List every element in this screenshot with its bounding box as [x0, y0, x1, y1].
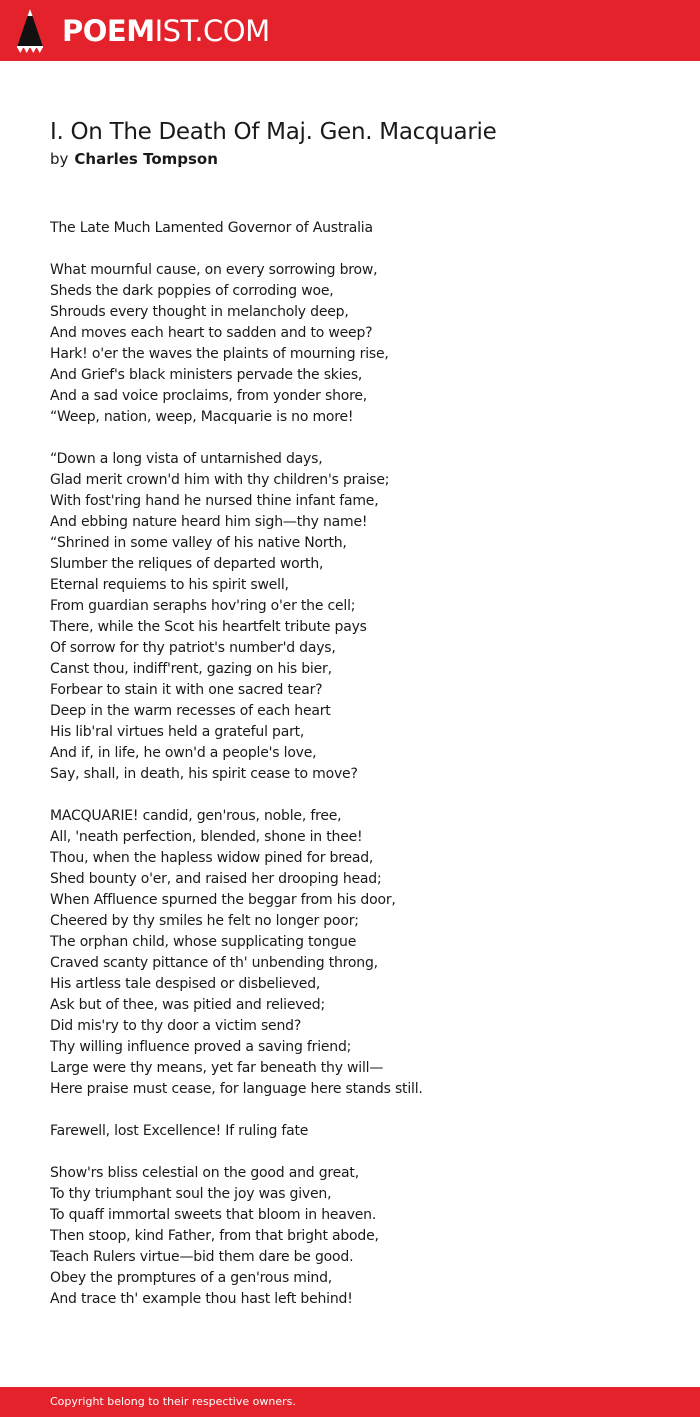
stanza-break [50, 428, 660, 449]
poem-line: Sheds the dark poppies of corroding woe, [50, 283, 334, 299]
poem-line: From guardian seraphs hov'ring o'er the cell; [50, 598, 356, 614]
poem-line: When Affluence spurned the beggar from his door, [50, 892, 396, 908]
poem-line: Craved scanty pittance of th' unbending throng, [50, 955, 378, 971]
poem-line: Say, shall, in death, his spirit cease to move? [50, 766, 358, 782]
poem-line: Canst thou, indiff'rent, gazing on his bier, [50, 661, 332, 677]
poem-line: And trace th' example thou hast left behind! [50, 1291, 353, 1307]
poem-line: Shrouds every thought in melancholy deep, [50, 304, 349, 320]
poem-line: The Late Much Lamented Governor of Australia [50, 220, 373, 236]
poem-line: MACQUARIE! candid, gen'rous, noble, free, [50, 808, 342, 824]
poem-line: Ask but of thee, was pitied and relieved; [50, 997, 325, 1013]
poem-line: Cheered by thy smiles he felt no longer poor; [50, 913, 359, 929]
poem-line: And a sad voice proclaims, from yonder shore, [50, 388, 368, 404]
poem-line: Large were thy means, yet far beneath thy will— [50, 1060, 384, 1076]
poem-line: And Grief's black ministers pervade the skies, [50, 367, 363, 383]
poem-line: Teach Rulers virtue—bid them dare be good. [50, 1249, 354, 1265]
poem-line: Eternal requiems to his spirit swell, [50, 577, 289, 593]
poem-line: Hark! o'er the waves the plaints of mourning rise, [50, 346, 389, 362]
poem-line: Of sorrow for thy patriot's number'd days, [50, 640, 336, 656]
poem-line: Glad merit crown'd him with thy children's praise; [50, 472, 390, 488]
poem-line: There, while the Scot his heartfelt tribute pays [50, 619, 367, 635]
site-footer [0, 1387, 700, 1417]
poem-line: Shed bounty o'er, and raised her drooping head; [50, 871, 382, 887]
stanza-break [50, 1142, 660, 1163]
poem-line: Thou, when the hapless widow pined for bread, [50, 850, 374, 866]
poem-line: Obey the promptures of a gen'rous mind, [50, 1270, 333, 1286]
site-header [0, 0, 700, 61]
poem-line: “Down a long vista of untarnished days, [50, 451, 323, 467]
poem-title: I. On The Death Of Maj. Gen. Macquarie [50, 119, 497, 145]
poem-line: Farewell, lost Excellence! If ruling fate [50, 1123, 309, 1139]
logo-text-light: IST.COM [154, 14, 270, 48]
poem-line: His artless tale despised or disbelieved, [50, 976, 321, 992]
poem-line: His lib'ral virtues held a grateful part, [50, 724, 305, 740]
poem-line: Slumber the reliques of departed worth, [50, 556, 324, 572]
poem-line: Here praise must cease, for language here stands still. [50, 1081, 423, 1097]
by-label: by [50, 150, 69, 168]
poem-line: “Shrined in some valley of his native North, [50, 535, 347, 551]
poem-author: Charles Tompson [74, 150, 218, 168]
poem-line: And if, in life, he own'd a people's love, [50, 745, 317, 761]
poem-line: To thy triumphant soul the joy was given, [50, 1186, 332, 1202]
stanza-break [50, 785, 660, 806]
site-logo-text[interactable] [62, 14, 270, 48]
poem-line: Did mis'ry to thy door a victim send? [50, 1018, 302, 1034]
poem-line: Then stoop, kind Father, from that bright abode, [50, 1228, 379, 1244]
poem-line: Deep in the warm recesses of each heart [50, 703, 331, 719]
poem-line: “Weep, nation, weep, Macquarie is no more! [50, 409, 354, 425]
poem-line: All, 'neath perfection, blended, shone in thee! [50, 829, 363, 845]
poem-byline [50, 148, 218, 170]
stanza-break [50, 239, 660, 260]
pencil-logo-icon[interactable] [17, 9, 43, 53]
poem-line: Show'rs bliss celestial on the good and great, [50, 1165, 359, 1181]
poem-line: With fost'ring hand he nursed thine infant fame, [50, 493, 379, 509]
poem-line: Forbear to stain it with one sacred tear? [50, 682, 323, 698]
poem-line: The orphan child, whose supplicating tongue [50, 934, 357, 950]
poem-line: And moves each heart to sadden and to weep? [50, 325, 373, 341]
copyright-notice: Copyright belong to their respective owners. [50, 1395, 296, 1408]
poem-line: To quaff immortal sweets that bloom in heaven. [50, 1207, 377, 1223]
poem-line: And ebbing nature heard him sigh—thy name! [50, 514, 368, 530]
poem-line: What mournful cause, on every sorrowing brow, [50, 262, 378, 278]
stanza-break [50, 1100, 660, 1121]
poem-line: Thy willing influence proved a saving friend; [50, 1039, 352, 1055]
poem-body [50, 218, 660, 1310]
logo-text-bold: POEM [62, 14, 155, 48]
